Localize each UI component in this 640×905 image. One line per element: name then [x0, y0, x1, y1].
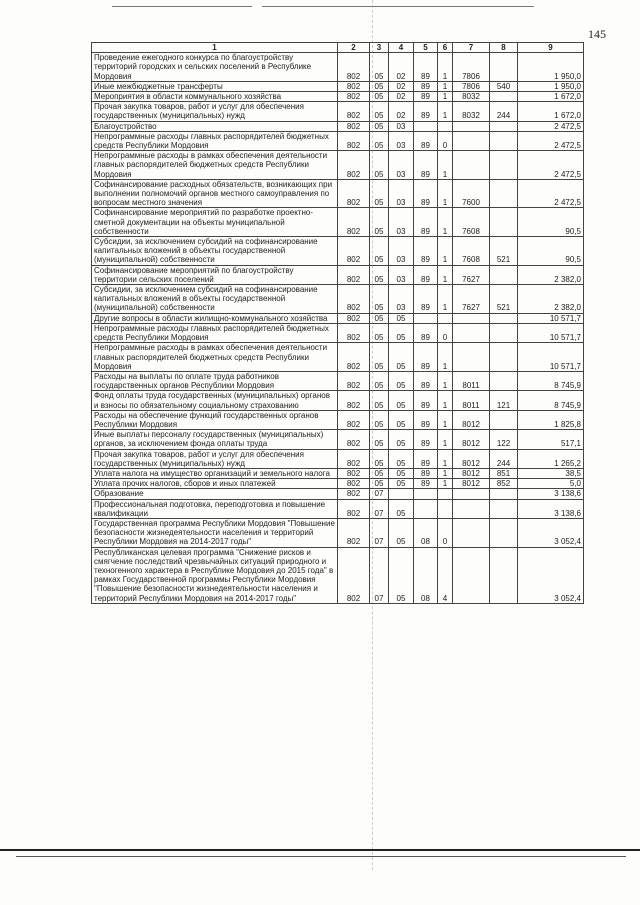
- cell-rz: 05: [370, 237, 389, 266]
- cell-cs: 8011: [453, 371, 490, 390]
- cell-pr: 03: [389, 151, 414, 180]
- cell-cs: 8012: [453, 430, 490, 449]
- cell-prog: 89: [414, 391, 438, 410]
- cell-cs: 7608: [453, 237, 490, 266]
- cell-ved: 802: [338, 479, 370, 489]
- cell-cs: [453, 323, 490, 342]
- cell-prog: 89: [414, 265, 438, 284]
- cell-pr: 03: [389, 285, 414, 314]
- col-header-1: 1: [92, 43, 338, 53]
- cell-cs: 7608: [453, 208, 490, 237]
- cell-pr: 03: [389, 179, 414, 208]
- table-row: [92, 449, 584, 468]
- col-header-5: 5: [414, 43, 438, 53]
- cell-name: Благоустройство: [92, 121, 338, 131]
- cell-pr: 05: [389, 323, 414, 342]
- cell-pr: 03: [389, 121, 414, 131]
- cell-vr: [490, 92, 518, 102]
- cell-name: Республиканская целевая программа "Снижение рисков и смягчение последствий чрезвычайных ситуаций природного и техногенного характера в Республике Мордовия до 2015 года" в рамках Государственной программы Республики Мордовия "Повышение безопасности жизнедеятельности населения и территорий Республики Мордовия на 2014-2017 годы": [92, 547, 338, 603]
- cell-prog: 89: [414, 179, 438, 208]
- cell-sum: 8 745,9: [518, 391, 584, 410]
- cell-vr: 851: [490, 468, 518, 478]
- cell-vr: [490, 179, 518, 208]
- table-row: [92, 237, 584, 266]
- cell-vr: [490, 489, 518, 499]
- table-row: [92, 391, 584, 410]
- cell-rz: 05: [370, 208, 389, 237]
- cell-name: Субсидии, за исключением субсидий на софинансирование капитальных вложений в объекты государственной (муниципальной) собственности: [92, 285, 338, 314]
- cell-subprog: 1: [438, 391, 453, 410]
- cell-rz: 05: [370, 53, 389, 82]
- table-row: [92, 92, 584, 102]
- cell-vr: [490, 313, 518, 323]
- cell-name: Расходы на обеспечение функций государственных органов Республики Мордовия: [92, 410, 338, 429]
- cell-name: Расходы на выплаты по оплате труда работников государственных органов Республики Мордовия: [92, 371, 338, 390]
- cell-ved: 802: [338, 151, 370, 180]
- cell-vr: [490, 499, 518, 518]
- cell-sum: 1 672,0: [518, 92, 584, 102]
- top-edge-line-right: [262, 6, 534, 7]
- col-header-2: 2: [338, 43, 370, 53]
- cell-sum: 8 745,9: [518, 371, 584, 390]
- cell-name: Прочая закупка товаров, работ и услуг для обеспечения государственных (муниципальных) нужд: [92, 102, 338, 121]
- cell-subprog: 1: [438, 102, 453, 121]
- cell-vr: [490, 208, 518, 237]
- cell-name: Софинансирование мероприятий по благоустройству территории сельских поселений: [92, 265, 338, 284]
- cell-vr: [490, 518, 518, 547]
- cell-pr: [389, 489, 414, 499]
- cell-ved: 802: [338, 131, 370, 150]
- cell-cs: [453, 151, 490, 180]
- cell-ved: 802: [338, 285, 370, 314]
- cell-cs: 7627: [453, 285, 490, 314]
- cell-rz: 05: [370, 313, 389, 323]
- cell-name: Софинансирование мероприятий по разработке проектно-сметной документации на объекты муниципальной собственности: [92, 208, 338, 237]
- cell-vr: [490, 53, 518, 82]
- cell-rz: 05: [370, 371, 389, 390]
- table-row: [92, 499, 584, 518]
- cell-name: Непрограммные расходы в рамках обеспечения деятельности главных распорядителей бюджетных средств Республики Мордовия: [92, 343, 338, 372]
- cell-cs: [453, 547, 490, 603]
- cell-rz: 05: [370, 81, 389, 91]
- cell-subprog: 0: [438, 323, 453, 342]
- cell-sum: 3 052,4: [518, 518, 584, 547]
- cell-cs: 8032: [453, 102, 490, 121]
- cell-vr: [490, 151, 518, 180]
- cell-subprog: [438, 499, 453, 518]
- table-row: [92, 410, 584, 429]
- cell-vr: 244: [490, 449, 518, 468]
- cell-sum: 1 825,8: [518, 410, 584, 429]
- cell-ved: 802: [338, 468, 370, 478]
- col-header-8: 8: [490, 43, 518, 53]
- table-row: [92, 265, 584, 284]
- top-edge-line-left: [112, 6, 252, 7]
- cell-vr: [490, 371, 518, 390]
- cell-rz: 07: [370, 547, 389, 603]
- bottom-edge-line: [16, 856, 626, 857]
- col-header-4: 4: [389, 43, 414, 53]
- cell-prog: 89: [414, 285, 438, 314]
- cell-ved: 802: [338, 489, 370, 499]
- cell-sum: 1 265,2: [518, 449, 584, 468]
- cell-sum: 517,1: [518, 430, 584, 449]
- cell-pr: 02: [389, 53, 414, 82]
- cell-subprog: 1: [438, 81, 453, 91]
- cell-name: Субсидии, за исключением субсидий на софинансирование капитальных вложений в объекты государственной (муниципальной) собственности: [92, 237, 338, 266]
- cell-subprog: 1: [438, 208, 453, 237]
- cell-cs: [453, 343, 490, 372]
- cell-subprog: 1: [438, 430, 453, 449]
- cell-cs: 8032: [453, 92, 490, 102]
- cell-ved: 802: [338, 265, 370, 284]
- cell-vr: [490, 131, 518, 150]
- cell-prog: 89: [414, 343, 438, 372]
- cell-ved: 802: [338, 102, 370, 121]
- cell-prog: 89: [414, 151, 438, 180]
- cell-prog: 08: [414, 547, 438, 603]
- cell-name: Софинансирование расходных обязательств, возникающих при выполнении полномочий органов местного самоуправления по вопросам местного значения: [92, 179, 338, 208]
- cell-prog: 89: [414, 371, 438, 390]
- bottom-edge-bar: [0, 849, 640, 851]
- cell-rz: 05: [370, 285, 389, 314]
- cell-sum: 90,5: [518, 208, 584, 237]
- cell-name: Образование: [92, 489, 338, 499]
- table-row: [92, 479, 584, 489]
- cell-vr: [490, 121, 518, 131]
- cell-prog: 89: [414, 323, 438, 342]
- col-header-7: 7: [453, 43, 490, 53]
- cell-ved: 802: [338, 449, 370, 468]
- cell-name: Уплата прочих налогов, сборов и иных платежей: [92, 479, 338, 489]
- cell-ved: 802: [338, 430, 370, 449]
- cell-prog: [414, 121, 438, 131]
- cell-vr: 540: [490, 81, 518, 91]
- cell-rz: 05: [370, 479, 389, 489]
- cell-ved: 802: [338, 410, 370, 429]
- cell-ved: 802: [338, 518, 370, 547]
- cell-subprog: 1: [438, 53, 453, 82]
- cell-prog: 89: [414, 410, 438, 429]
- cell-subprog: 1: [438, 449, 453, 468]
- table-row: [92, 430, 584, 449]
- cell-subprog: 1: [438, 237, 453, 266]
- cell-rz: 05: [370, 343, 389, 372]
- cell-sum: 10 571,7: [518, 313, 584, 323]
- cell-name: Уплата налога на имущество организаций и земельного налога: [92, 468, 338, 478]
- cell-pr: 05: [389, 518, 414, 547]
- cell-name: Профессиональная подготовка, переподготовка и повышение квалификации: [92, 499, 338, 518]
- cell-rz: 05: [370, 430, 389, 449]
- cell-prog: 89: [414, 92, 438, 102]
- cell-cs: 7806: [453, 53, 490, 82]
- cell-cs: 8012: [453, 479, 490, 489]
- cell-sum: 2 472,5: [518, 131, 584, 150]
- cell-sum: 1 950,0: [518, 81, 584, 91]
- table-row: [92, 179, 584, 208]
- page-number: 145: [588, 27, 606, 41]
- cell-subprog: [438, 489, 453, 499]
- cell-subprog: 4: [438, 547, 453, 603]
- cell-name: Фонд оплаты труда государственных (муниципальных) органов и взносы по обязательному социальному страхованию: [92, 391, 338, 410]
- table-row: [92, 323, 584, 342]
- table-body: [92, 53, 584, 604]
- cell-name: Мероприятия в области коммунального хозяйства: [92, 92, 338, 102]
- cell-name: Проведение ежегодного конкурса по благоустройству территорий городских и сельских поселений в Республике Мордовия: [92, 53, 338, 82]
- cell-name: Непрограммные расходы в рамках обеспечения деятельности главных распорядителей бюджетных средств Республики Мордовия: [92, 151, 338, 180]
- cell-prog: 89: [414, 53, 438, 82]
- cell-cs: [453, 489, 490, 499]
- cell-subprog: 1: [438, 479, 453, 489]
- cell-subprog: 1: [438, 151, 453, 180]
- cell-vr: [490, 343, 518, 372]
- cell-pr: 03: [389, 265, 414, 284]
- cell-pr: 02: [389, 81, 414, 91]
- table-row: [92, 547, 584, 603]
- cell-name: Непрограммные расходы главных распорядителей бюджетных средств Республики Мордовия: [92, 131, 338, 150]
- table-row: [92, 102, 584, 121]
- table-row: [92, 151, 584, 180]
- cell-subprog: 0: [438, 131, 453, 150]
- cell-ved: 802: [338, 323, 370, 342]
- cell-rz: 05: [370, 265, 389, 284]
- cell-vr: [490, 323, 518, 342]
- cell-sum: 2 472,5: [518, 179, 584, 208]
- table-row: [92, 131, 584, 150]
- cell-vr: 244: [490, 102, 518, 121]
- cell-ved: 802: [338, 208, 370, 237]
- cell-subprog: 1: [438, 468, 453, 478]
- cell-rz: 05: [370, 391, 389, 410]
- cell-vr: 852: [490, 479, 518, 489]
- cell-sum: 2 472,5: [518, 121, 584, 131]
- cell-cs: 7627: [453, 265, 490, 284]
- cell-name: Иные межбюджетные трансферты: [92, 81, 338, 91]
- table-row: [92, 371, 584, 390]
- cell-pr: 05: [389, 479, 414, 489]
- cell-sum: 2 382,0: [518, 285, 584, 314]
- cell-subprog: 1: [438, 410, 453, 429]
- table-row: [92, 489, 584, 499]
- cell-ved: 802: [338, 371, 370, 390]
- cell-rz: 05: [370, 468, 389, 478]
- cell-sum: 2 382,0: [518, 265, 584, 284]
- cell-prog: [414, 313, 438, 323]
- cell-rz: 05: [370, 131, 389, 150]
- cell-vr: [490, 547, 518, 603]
- cell-ved: 802: [338, 499, 370, 518]
- table-row: [92, 208, 584, 237]
- cell-cs: 8012: [453, 410, 490, 429]
- cell-subprog: 1: [438, 265, 453, 284]
- cell-prog: 89: [414, 208, 438, 237]
- cell-cs: 8011: [453, 391, 490, 410]
- cell-prog: [414, 499, 438, 518]
- cell-cs: [453, 131, 490, 150]
- cell-rz: 05: [370, 410, 389, 429]
- cell-prog: 08: [414, 518, 438, 547]
- col-header-3: 3: [370, 43, 389, 53]
- cell-rz: 07: [370, 489, 389, 499]
- cell-sum: 1 950,0: [518, 53, 584, 82]
- cell-name: Другие вопросы в области жилищно-коммунального хозяйства: [92, 313, 338, 323]
- cell-ved: 802: [338, 343, 370, 372]
- cell-pr: 05: [389, 547, 414, 603]
- cell-rz: 05: [370, 323, 389, 342]
- cell-prog: 89: [414, 102, 438, 121]
- cell-pr: 03: [389, 237, 414, 266]
- cell-prog: 89: [414, 237, 438, 266]
- cell-prog: 89: [414, 468, 438, 478]
- cell-ved: 802: [338, 237, 370, 266]
- cell-subprog: 1: [438, 343, 453, 372]
- cell-pr: 05: [389, 468, 414, 478]
- cell-cs: 8012: [453, 449, 490, 468]
- cell-subprog: 1: [438, 179, 453, 208]
- cell-pr: 03: [389, 131, 414, 150]
- cell-vr: [490, 265, 518, 284]
- cell-ved: 802: [338, 179, 370, 208]
- cell-rz: 07: [370, 518, 389, 547]
- cell-cs: [453, 518, 490, 547]
- cell-subprog: 1: [438, 92, 453, 102]
- table-row: [92, 285, 584, 314]
- table-row: [92, 313, 584, 323]
- cell-rz: 05: [370, 102, 389, 121]
- cell-rz: 05: [370, 92, 389, 102]
- cell-pr: 05: [389, 499, 414, 518]
- cell-prog: 89: [414, 131, 438, 150]
- cell-sum: 90,5: [518, 237, 584, 266]
- cell-vr: 521: [490, 237, 518, 266]
- cell-ved: 802: [338, 391, 370, 410]
- cell-subprog: [438, 313, 453, 323]
- cell-vr: 521: [490, 285, 518, 314]
- cell-sum: 3 052,4: [518, 547, 584, 603]
- table-row: [92, 121, 584, 131]
- cell-sum: 1 672,0: [518, 102, 584, 121]
- table-row: [92, 518, 584, 547]
- cell-cs: [453, 499, 490, 518]
- cell-ved: 802: [338, 53, 370, 82]
- cell-pr: 02: [389, 102, 414, 121]
- cell-ved: 802: [338, 313, 370, 323]
- cell-sum: 3 138,6: [518, 489, 584, 499]
- cell-pr: 05: [389, 449, 414, 468]
- cell-sum: 2 472,5: [518, 151, 584, 180]
- cell-pr: 05: [389, 313, 414, 323]
- cell-name: Непрограммные расходы главных распорядителей бюджетных средств Республики Мордовия: [92, 323, 338, 342]
- cell-name: Иные выплаты персоналу государственных (муниципальных) органов, за исключением фонда оплаты труда: [92, 430, 338, 449]
- table-row: [92, 468, 584, 478]
- cell-subprog: 0: [438, 518, 453, 547]
- cell-sum: 10 571,7: [518, 343, 584, 372]
- cell-pr: 05: [389, 391, 414, 410]
- cell-pr: 02: [389, 92, 414, 102]
- cell-sum: 5,0: [518, 479, 584, 489]
- table-row: [92, 81, 584, 91]
- cell-sum: 10 571,7: [518, 323, 584, 342]
- cell-cs: 7600: [453, 179, 490, 208]
- cell-name: Прочая закупка товаров, работ и услуг для обеспечения государственных (муниципальных) нужд: [92, 449, 338, 468]
- cell-prog: 89: [414, 449, 438, 468]
- cell-vr: 122: [490, 430, 518, 449]
- cell-name: Государственная программа Республики Мордовия "Повышение безопасности жизнедеятельности населения и территорий Республики Мордовия на 2014-2017 годы": [92, 518, 338, 547]
- cell-prog: 89: [414, 81, 438, 91]
- cell-sum: 38,5: [518, 468, 584, 478]
- cell-ved: 802: [338, 92, 370, 102]
- cell-subprog: 1: [438, 285, 453, 314]
- cell-subprog: 1: [438, 371, 453, 390]
- col-header-6: 6: [438, 43, 453, 53]
- cell-pr: 05: [389, 371, 414, 390]
- header-row: [92, 43, 584, 53]
- cell-prog: 89: [414, 479, 438, 489]
- cell-cs: 8012: [453, 468, 490, 478]
- cell-rz: 05: [370, 179, 389, 208]
- col-header-9: 9: [518, 43, 584, 53]
- cell-rz: 05: [370, 121, 389, 131]
- cell-ved: 802: [338, 81, 370, 91]
- cell-pr: 05: [389, 410, 414, 429]
- cell-prog: 89: [414, 430, 438, 449]
- cell-pr: 05: [389, 430, 414, 449]
- cell-cs: 7806: [453, 81, 490, 91]
- cell-rz: 05: [370, 151, 389, 180]
- cell-subprog: [438, 121, 453, 131]
- table-header: [92, 43, 584, 53]
- budget-table: [91, 42, 584, 604]
- cell-cs: [453, 313, 490, 323]
- cell-rz: 05: [370, 449, 389, 468]
- cell-ved: 802: [338, 547, 370, 603]
- table-row: [92, 343, 584, 372]
- cell-rz: 07: [370, 499, 389, 518]
- cell-vr: [490, 410, 518, 429]
- cell-cs: [453, 121, 490, 131]
- cell-prog: [414, 489, 438, 499]
- cell-pr: 05: [389, 343, 414, 372]
- cell-vr: 121: [490, 391, 518, 410]
- cell-sum: 3 138,6: [518, 499, 584, 518]
- cell-ved: 802: [338, 121, 370, 131]
- cell-pr: 03: [389, 208, 414, 237]
- table-row: [92, 53, 584, 82]
